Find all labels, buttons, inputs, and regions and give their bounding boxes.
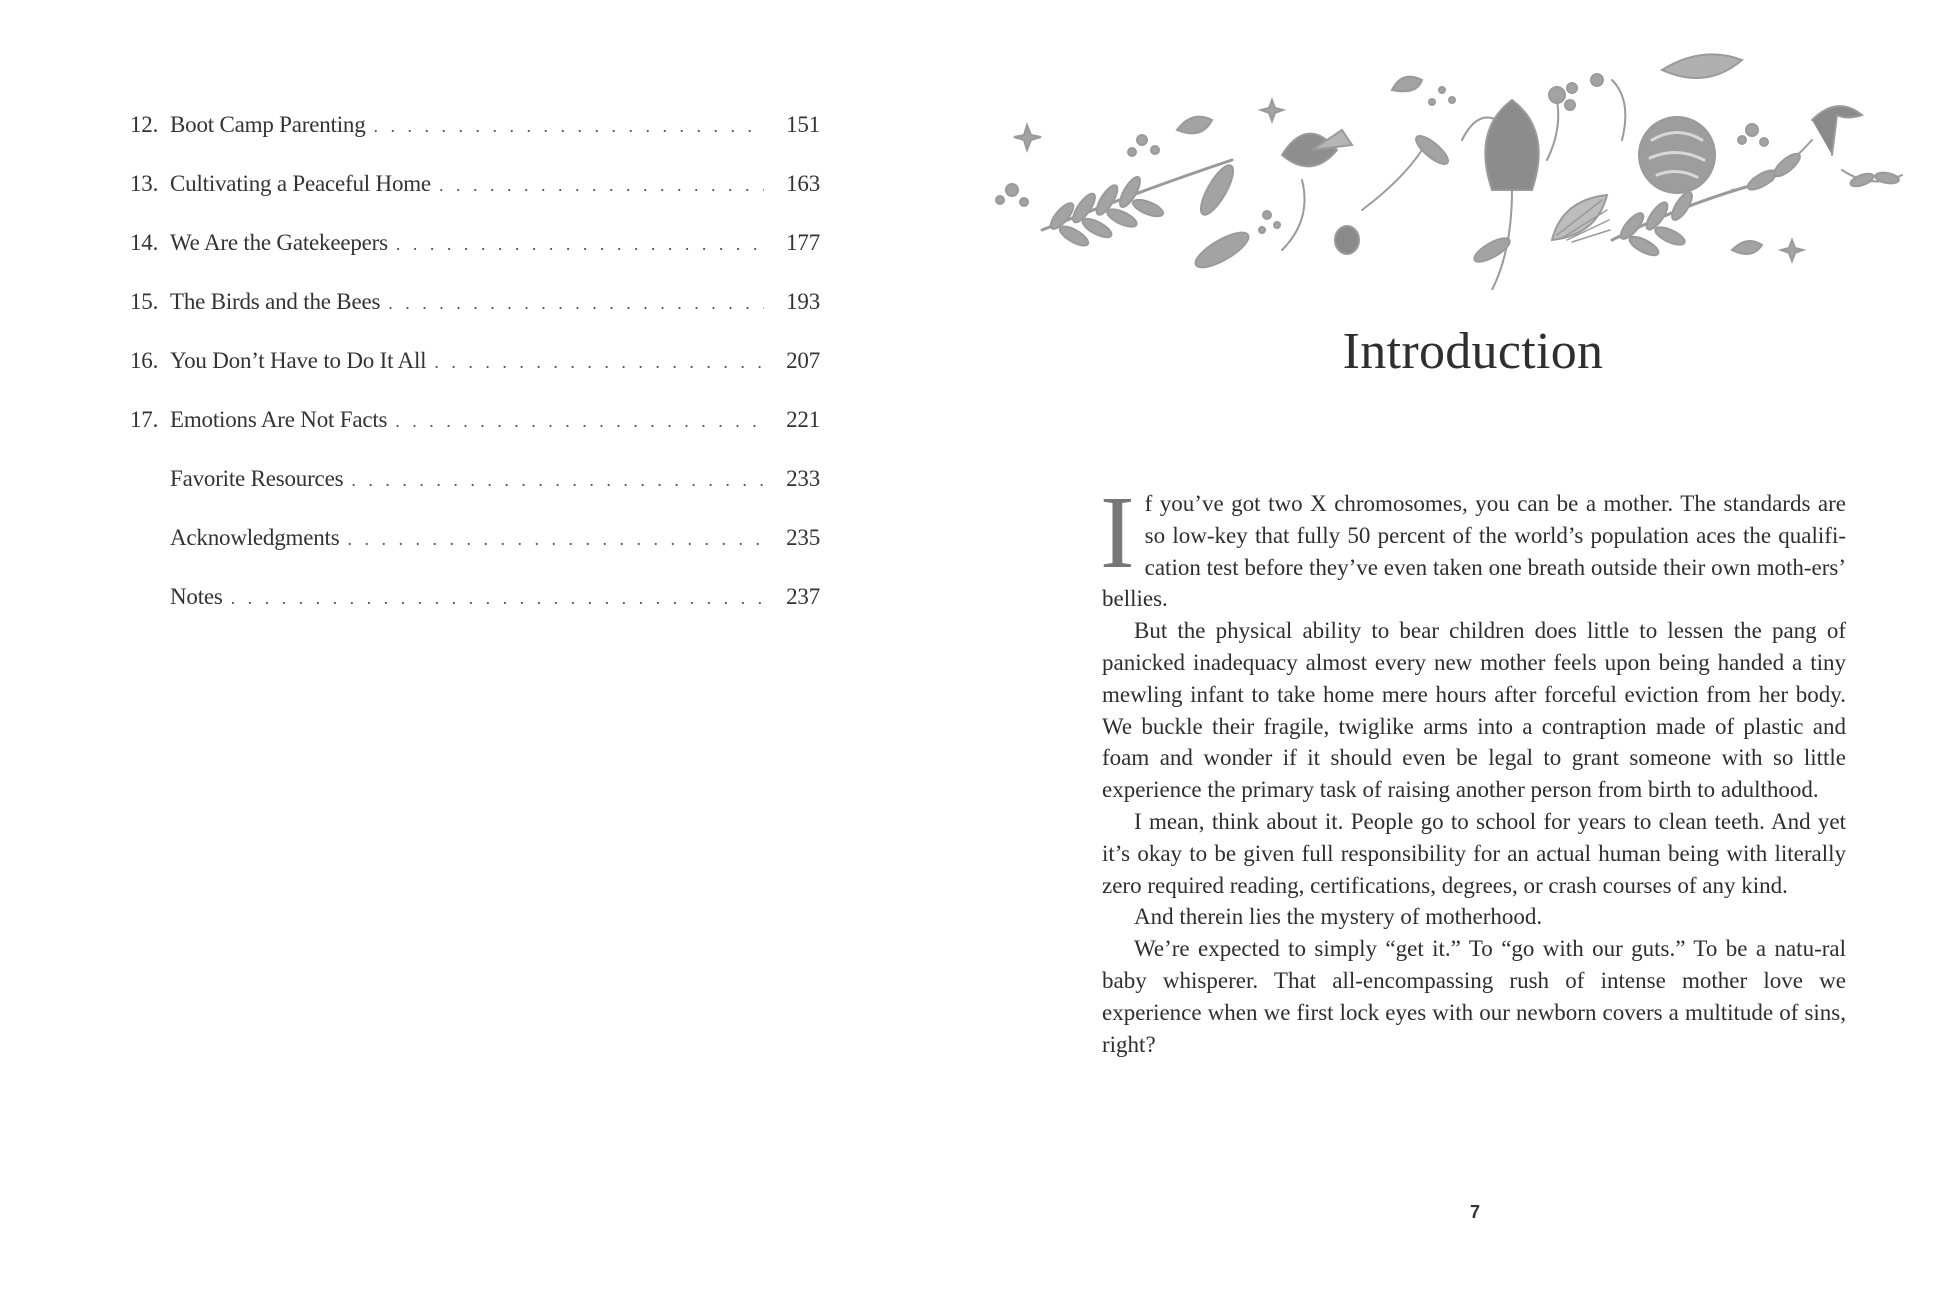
toc-entry-page: 163 <box>786 171 820 196</box>
toc-entry-page: 221 <box>786 407 820 432</box>
toc-entry-number: 15. <box>130 289 159 314</box>
toc-entry-title: You Don’t Have to Do It All <box>170 348 427 373</box>
paragraph: But the physical ability to bear children does little to lessen the pang of panicked inadequacy almost every new mother feels upon being handed a tiny mewling infant to take home mere hours after forceful eviction from her body. We buckle their fragile, twiglike arms into a contraption made of plastic and foam and wonder if it should even be legal to grant someone with so little experience the primary task of raising another person from birth to adulthood. <box>1102 618 1846 803</box>
toc-entry <box>130 230 820 289</box>
chapter-title: Introduction <box>1342 323 1604 380</box>
paragraph: I mean, think about it. People go to school for years to clean teeth. And yet it’s okay to be given full responsibility for an actual human being with literally zero required reading, certifications, degrees, or crash courses of any kind. <box>1102 808 1846 898</box>
toc-entry-title: Boot Camp Parenting <box>170 112 366 137</box>
toc-entry <box>130 466 820 525</box>
toc-entry-title: Notes <box>170 584 223 609</box>
toc-entry-title: Favorite Resources <box>170 466 344 491</box>
toc-entry-number: 16. <box>130 348 159 373</box>
toc-entry <box>130 171 820 230</box>
paragraph: We’re expected to simply “get it.” To “go with our guts.” To be a natu-ral baby whisperer. That all-encompassing rush of intense mother love we experience when we first lock eyes with our newborn covers a multitude of sins, right? <box>1102 936 1846 1057</box>
toc-entry-number: 12. <box>130 112 159 137</box>
dot-leader <box>439 175 764 196</box>
botanical-border-illustration <box>972 40 1936 290</box>
dot-leader <box>347 529 764 550</box>
drop-cap: I <box>1100 475 1135 590</box>
toc-entry-title: We Are the Gatekeepers <box>170 230 388 255</box>
toc-entry-page: 177 <box>786 230 820 255</box>
table-of-contents <box>130 112 820 643</box>
dot-leader <box>434 352 764 373</box>
toc-entry-title: Cultivating a Peaceful Home <box>170 171 431 196</box>
toc-entry <box>130 112 820 171</box>
toc-entry <box>130 289 820 348</box>
toc-entry-page: 237 <box>786 584 820 609</box>
toc-entry-page: 207 <box>786 348 820 373</box>
dot-leader <box>231 588 764 609</box>
dot-leader <box>396 234 764 255</box>
dot-leader <box>388 293 764 314</box>
toc-entry <box>130 584 820 643</box>
toc-entry-page: 235 <box>786 525 820 550</box>
toc-entry-number: 17. <box>130 407 159 432</box>
toc-entry-title: The Birds and the Bees <box>170 289 381 314</box>
toc-entry-number: 14. <box>130 230 159 255</box>
toc-entry-page: 151 <box>786 112 820 137</box>
toc-entry-title: Emotions Are Not Facts <box>170 407 388 432</box>
toc-entry <box>130 407 820 466</box>
toc-entry <box>130 525 820 584</box>
first-paragraph <box>1100 475 1846 615</box>
dot-leader <box>395 411 764 432</box>
paragraph-text: f you’ve got two X chromosomes, you can be a mother. The standards are so low-key that fully 50 percent of the world’s population aces the qualifi-cation test before they’ve even taken one breath outside their own moth-ers’ bellies. <box>1102 491 1846 612</box>
paragraph: And therein lies the mystery of motherhood. <box>1134 904 1543 930</box>
toc-entry-page: 233 <box>786 466 820 491</box>
page-number: 7 <box>1469 1202 1480 1222</box>
toc-entry <box>130 348 820 407</box>
dot-leader <box>351 470 764 491</box>
chapter-body <box>1100 475 1846 1060</box>
toc-entry-title: Acknowledgments <box>170 525 340 550</box>
dot-leader <box>374 116 764 137</box>
toc-entry-page: 193 <box>786 289 820 314</box>
toc-entry-number: 13. <box>130 171 159 196</box>
